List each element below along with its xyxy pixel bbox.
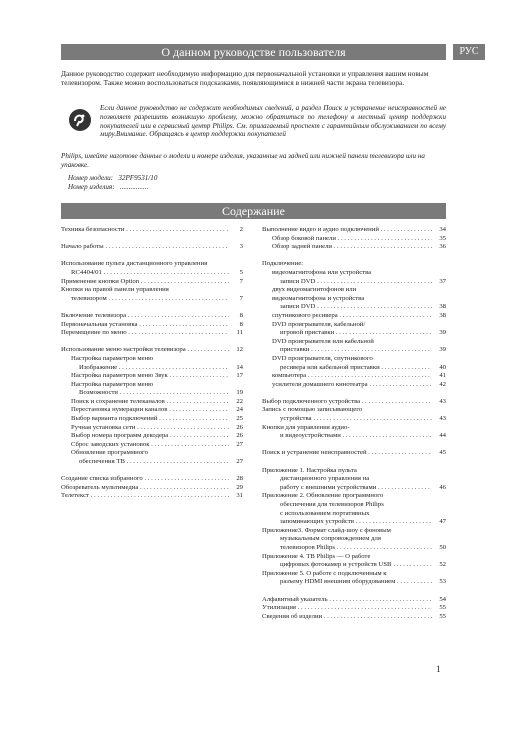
toc-entry-title: Обновление программного — [71, 449, 243, 458]
toc-entry-page: 36 — [439, 243, 446, 251]
toc-entry — [61, 449, 243, 458]
toc-entry-page: 7 — [239, 277, 243, 285]
toc-gap — [61, 303, 243, 312]
toc-entry-title: Перестановка нумерации каналов . . . — [71, 406, 229, 415]
toc-entry-page: 22 — [236, 397, 243, 405]
toc-entry-title: музыкальным сопровождением для — [280, 535, 446, 544]
toc-entry — [262, 492, 446, 501]
toc-entry — [262, 484, 446, 493]
notice-paragraph: Если данное руководство не содержит необходимых сведений, а раздел Поиск и устранение неисправностей не позволяет разрешить возникшую проблему, можно обратиться по телефону в местный центр поддержки покупателей или в сервисный центр Philips. См. прилагаемый проспект с гарантийным обслуживанием по всему миру.Внимание. Обращаясь в центр поддержки покупателей — [100, 104, 446, 139]
toc-right-column — [262, 226, 446, 621]
toc-entry-page: 40 — [439, 363, 446, 371]
toc-entry-page: 43 — [439, 397, 446, 405]
toc-entry-page: 19 — [236, 389, 243, 397]
product-value: ................ — [119, 183, 149, 191]
toc-entry — [262, 398, 446, 407]
toc-entry — [61, 329, 243, 338]
toc-entry-page: 37 — [439, 277, 446, 285]
toc-entry-title: работу с внешними устройствами . . . — [280, 484, 432, 493]
toc-entry-title: приставки . . . — [280, 346, 432, 355]
toc-entry — [61, 260, 243, 269]
toc-entry-page: 34 — [439, 226, 446, 233]
toc-entry — [262, 312, 446, 321]
toc-entry — [61, 243, 243, 252]
toc-entry-title: разъему HDMI внешним оборудованием . . . — [280, 578, 432, 587]
toc-entry-title: Изображение . . . — [79, 364, 229, 373]
toc-entry-title: Телетекст . . . — [61, 492, 229, 501]
toc-entry — [262, 424, 446, 433]
toc-entry — [262, 372, 446, 381]
toc-entry — [262, 235, 446, 244]
toc-entry-title: Утилизация . . . — [262, 604, 432, 613]
toc-entry — [262, 432, 446, 441]
toc-entry-title: Приложение3. Формат слайд-шоу с фоновым — [262, 527, 446, 536]
toc-entry-page: 41 — [439, 372, 446, 380]
toc-entry-page: 43 — [439, 415, 446, 423]
toc-entry — [262, 381, 446, 390]
toc-gap — [61, 252, 243, 261]
toc-entry-page: 38 — [439, 303, 446, 311]
toc-entry-title: Приложение 4. ТВ Philips — О работе — [262, 553, 446, 562]
toc-entry-title: DVD проигрывателя или кабельной — [272, 338, 446, 347]
toc-entry — [262, 226, 446, 235]
toc-entry-page: 28 — [236, 475, 243, 483]
toc-entry-title: телевизоров Philips . . . — [280, 544, 432, 553]
section-header-about-manual — [61, 44, 446, 60]
toc-entry — [61, 312, 243, 321]
toc-entry-title: видеомагнитофона или устройства — [272, 269, 446, 278]
notice-paragraph-continued: Philips, имейте наготове данные о модели и номере изделия, указанные на задней или нижней панели телевизора или на упаковке. — [61, 152, 425, 169]
product-label: Номер изделия: — [68, 183, 115, 191]
toc-entry-title: Ручная установка сети . . . — [71, 424, 229, 433]
toc-entry-page: 5 — [239, 268, 243, 276]
toc-gap — [262, 441, 446, 450]
toc-entry — [61, 432, 243, 441]
toc-entry-title: Создание списка избранного . . . — [61, 475, 229, 484]
toc-entry-page: 26 — [236, 423, 243, 431]
toc-entry — [61, 484, 243, 493]
toc-entry — [262, 364, 446, 373]
toc-entry-title: Поиск и устранение неисправностей . . . — [262, 449, 432, 458]
toc-entry — [262, 544, 446, 553]
toc-entry-page: 7 — [239, 294, 243, 302]
toc-entry-page: 46 — [439, 483, 446, 491]
toc-entry — [262, 561, 446, 570]
info-icon — [68, 108, 92, 132]
toc-entry — [262, 303, 446, 312]
toc-entry-title: Приложение 2. Обновление программного — [262, 492, 446, 501]
toc-entry-title: Сброс заводских установок . . . — [71, 441, 229, 450]
toc-entry — [61, 364, 243, 373]
toc-entry-title: и видеоустройствами . . . — [280, 432, 432, 441]
toc-entry-page: 39 — [439, 346, 446, 354]
toc-entry — [262, 613, 446, 622]
toc-entry — [262, 355, 446, 364]
toc-entry-title: обеспечения для телевизоров Philips — [280, 501, 446, 510]
toc-entry-title: Использование меню настройки телевизора . . . — [61, 346, 229, 355]
toc-entry-title: Сведения об изделии . . . — [262, 613, 432, 622]
toc-entry-title: спутникового ресивера . . . — [272, 312, 432, 321]
toc-entry-title: записи DVD . . . — [280, 278, 432, 287]
toc-entry-title: обеспечения ТВ . . . — [79, 458, 229, 467]
contents-header — [61, 203, 446, 219]
toc-entry-title: DVD проигрывателя, спутникового — [272, 355, 446, 364]
toc-entry — [262, 338, 446, 347]
toc-entry-title: Подключение: — [262, 260, 446, 269]
toc-entry — [262, 475, 446, 484]
toc-entry-title: усилителя домашнего кинотеатра . . . — [272, 381, 432, 390]
toc-entry-page: 12 — [236, 346, 243, 354]
toc-entry-title: Приложение 1. Настройка пульта — [262, 467, 446, 476]
toc-gap — [262, 252, 446, 261]
toc-entry — [61, 475, 243, 484]
toc-entry — [61, 321, 243, 330]
model-value: 32PF9531/10 — [118, 174, 158, 182]
toc-gap — [262, 389, 446, 398]
toc-entry — [61, 389, 243, 398]
toc-entry — [262, 467, 446, 476]
toc-entry-page: 8 — [239, 311, 243, 319]
toc-entry-title: Запись с помощью записывающего — [262, 406, 446, 415]
toc-entry-title: запоминающих устройств . . . — [280, 518, 432, 527]
toc-entry-page: 53 — [439, 578, 446, 586]
toc-entry — [61, 458, 243, 467]
toc-entry — [262, 321, 446, 330]
toc-entry-title: Применение кнопки Option . . . — [61, 278, 229, 287]
toc-entry — [262, 510, 446, 519]
toc-entry-page: 3 — [239, 243, 243, 251]
toc-entry-page: 2 — [239, 226, 243, 233]
section-title: О данном руководстве пользователя — [161, 45, 346, 59]
toc-gap — [61, 338, 243, 347]
toc-entry-title: ресивера или кабельной приставки . . . — [280, 364, 432, 373]
toc-entry-title: Обзор боковой панели . . . — [272, 235, 432, 244]
toc-entry-page: 47 — [439, 518, 446, 526]
toc-entry-title: компьютера . . . — [272, 372, 432, 381]
toc-entry — [262, 278, 446, 287]
toc-entry-page: 42 — [439, 380, 446, 388]
toc-gap — [61, 467, 243, 476]
toc-entry — [61, 492, 243, 501]
toc-gap — [61, 235, 243, 244]
toc-entry — [262, 518, 446, 527]
intro-paragraph: Данное руководство содержит необходимую информацию для первоначальной установки и управления вашим новым телевизором. Также можно воспользоваться подсказками, появляющимися в нижней части экрана телевизора. — [61, 69, 429, 87]
toc-entry-page: 52 — [439, 561, 446, 569]
toc-entry-title: записи DVD . . . — [280, 303, 432, 312]
toc-entry-page: 25 — [236, 415, 243, 423]
toc-entry-page: 29 — [236, 483, 243, 491]
toc-entry — [262, 570, 446, 579]
toc-entry-title: Приложение 5. О работе с подключенным к — [262, 570, 446, 579]
toc-entry — [262, 578, 446, 587]
toc-entry — [262, 449, 446, 458]
toc-entry-page: 54 — [439, 595, 446, 603]
model-label: Номер модели: — [68, 174, 114, 182]
toc-entry-title: Перемещение по меню . . . — [61, 329, 229, 338]
toc-gap — [262, 458, 446, 467]
toc-entry-page: 39 — [439, 329, 446, 337]
toc-entry — [262, 346, 446, 355]
toc-left-column — [61, 226, 243, 501]
toc-entry — [262, 553, 446, 562]
toc-entry-page: 55 — [439, 612, 446, 620]
toc-entry — [61, 278, 243, 287]
toc-entry-page: 27 — [236, 440, 243, 448]
toc-entry — [61, 424, 243, 433]
toc-entry — [61, 355, 243, 364]
toc-entry — [61, 381, 243, 390]
toc-entry — [262, 415, 446, 424]
toc-entry-page: 50 — [439, 543, 446, 551]
toc-entry-page: 17 — [236, 372, 243, 380]
toc-entry-title: Кнопки для управления аудио- — [262, 424, 446, 433]
language-badge: РУС — [453, 44, 485, 60]
toc-entry — [262, 535, 446, 544]
toc-entry-page: 35 — [439, 234, 446, 242]
toc-entry-page: 8 — [239, 320, 243, 328]
toc-entry-title: двух видеомагнитофонов или — [272, 286, 446, 295]
toc-entry-page: 55 — [439, 604, 446, 612]
toc-entry-page: 14 — [236, 363, 243, 371]
toc-entry-title: игровой приставки . . . — [280, 329, 432, 338]
toc-entry — [262, 243, 446, 252]
toc-entry — [61, 398, 243, 407]
toc-entry-title: Использование пульта дистанционного управления — [61, 260, 243, 269]
toc-entry — [262, 269, 446, 278]
toc-entry-title: телевизором . . . — [71, 295, 229, 304]
toc-entry — [61, 415, 243, 424]
toc-entry — [61, 286, 243, 295]
toc-entry-title: Алфавитный указатель . . . — [262, 596, 432, 605]
toc-entry-title: Обзор задней панели . . . — [272, 243, 432, 252]
toc-entry-title: видеомагнитофона и устройства — [272, 295, 446, 304]
toc-entry-page: 24 — [236, 406, 243, 414]
toc-entry — [262, 406, 446, 415]
toc-entry-page: 27 — [236, 458, 243, 466]
toc-entry — [262, 260, 446, 269]
toc-entry-title: Первоначальная установка . . . — [61, 321, 229, 330]
toc-entry-title: Выбор номера программ декодера . . . — [71, 432, 229, 441]
toc-entry-title: с использованием портативных — [280, 510, 446, 519]
toc-entry — [61, 441, 243, 450]
toc-entry-title: Возможности . . . — [79, 389, 229, 398]
toc-entry-page: 45 — [439, 449, 446, 457]
toc-entry — [61, 372, 243, 381]
toc-entry-page: 11 — [236, 329, 243, 337]
toc-entry-title: цифровых фотокамер и устройств USB . . . — [280, 561, 432, 570]
toc-entry — [61, 269, 243, 278]
toc-entry-title: Техника безопасности . . . — [61, 226, 229, 235]
toc-entry-title: RC4404/01 . . . — [71, 269, 229, 278]
toc-gap — [262, 587, 446, 596]
toc-entry — [61, 226, 243, 235]
toc-entry-title: Настройка параметров меню — [71, 355, 243, 364]
toc-entry-title: Выбор подключенного устройства . . . — [262, 398, 432, 407]
toc-entry-title: Выбор варианта подключений . . . — [71, 415, 229, 424]
toc-entry — [262, 295, 446, 304]
toc-entry-page: 38 — [439, 311, 446, 319]
toc-entry-page: 44 — [439, 432, 446, 440]
toc-entry-title: Настройка параметров меню Звук . . . — [71, 372, 229, 381]
toc-entry-title: Поиск и сохранение телеканалов . . . — [71, 398, 229, 407]
toc-entry-title: Настройка параметров меню — [71, 381, 243, 390]
toc-entry — [262, 501, 446, 510]
toc-entry-title: Кнопки на правой панели управления — [61, 286, 243, 295]
toc-entry — [262, 527, 446, 536]
toc-entry — [61, 295, 243, 304]
toc-entry — [262, 596, 446, 605]
toc-entry-title: дистанционного управления на — [280, 475, 446, 484]
toc-entry-title: Включение телевизора . . . — [61, 312, 229, 321]
toc-entry-title: Обозреватель мультимедиа . . . — [61, 484, 229, 493]
contents-title: Содержание — [222, 204, 285, 218]
toc-entry — [61, 346, 243, 355]
page-number: 1 — [436, 664, 441, 674]
toc-entry-page: 31 — [236, 492, 243, 500]
model-info — [68, 174, 157, 192]
toc-entry-title: Начало работы . . . — [61, 243, 229, 252]
toc-entry-page: 26 — [236, 432, 243, 440]
toc-entry — [262, 329, 446, 338]
toc-entry-title: устройства . . . — [280, 415, 432, 424]
toc-entry — [262, 604, 446, 613]
toc-entry-title: Выполнение видео и аудио подключений . . . — [262, 226, 432, 235]
toc-entry — [61, 406, 243, 415]
toc-entry-title: DVD проигрывателя, кабельной/ — [272, 321, 446, 330]
toc-entry — [262, 286, 446, 295]
